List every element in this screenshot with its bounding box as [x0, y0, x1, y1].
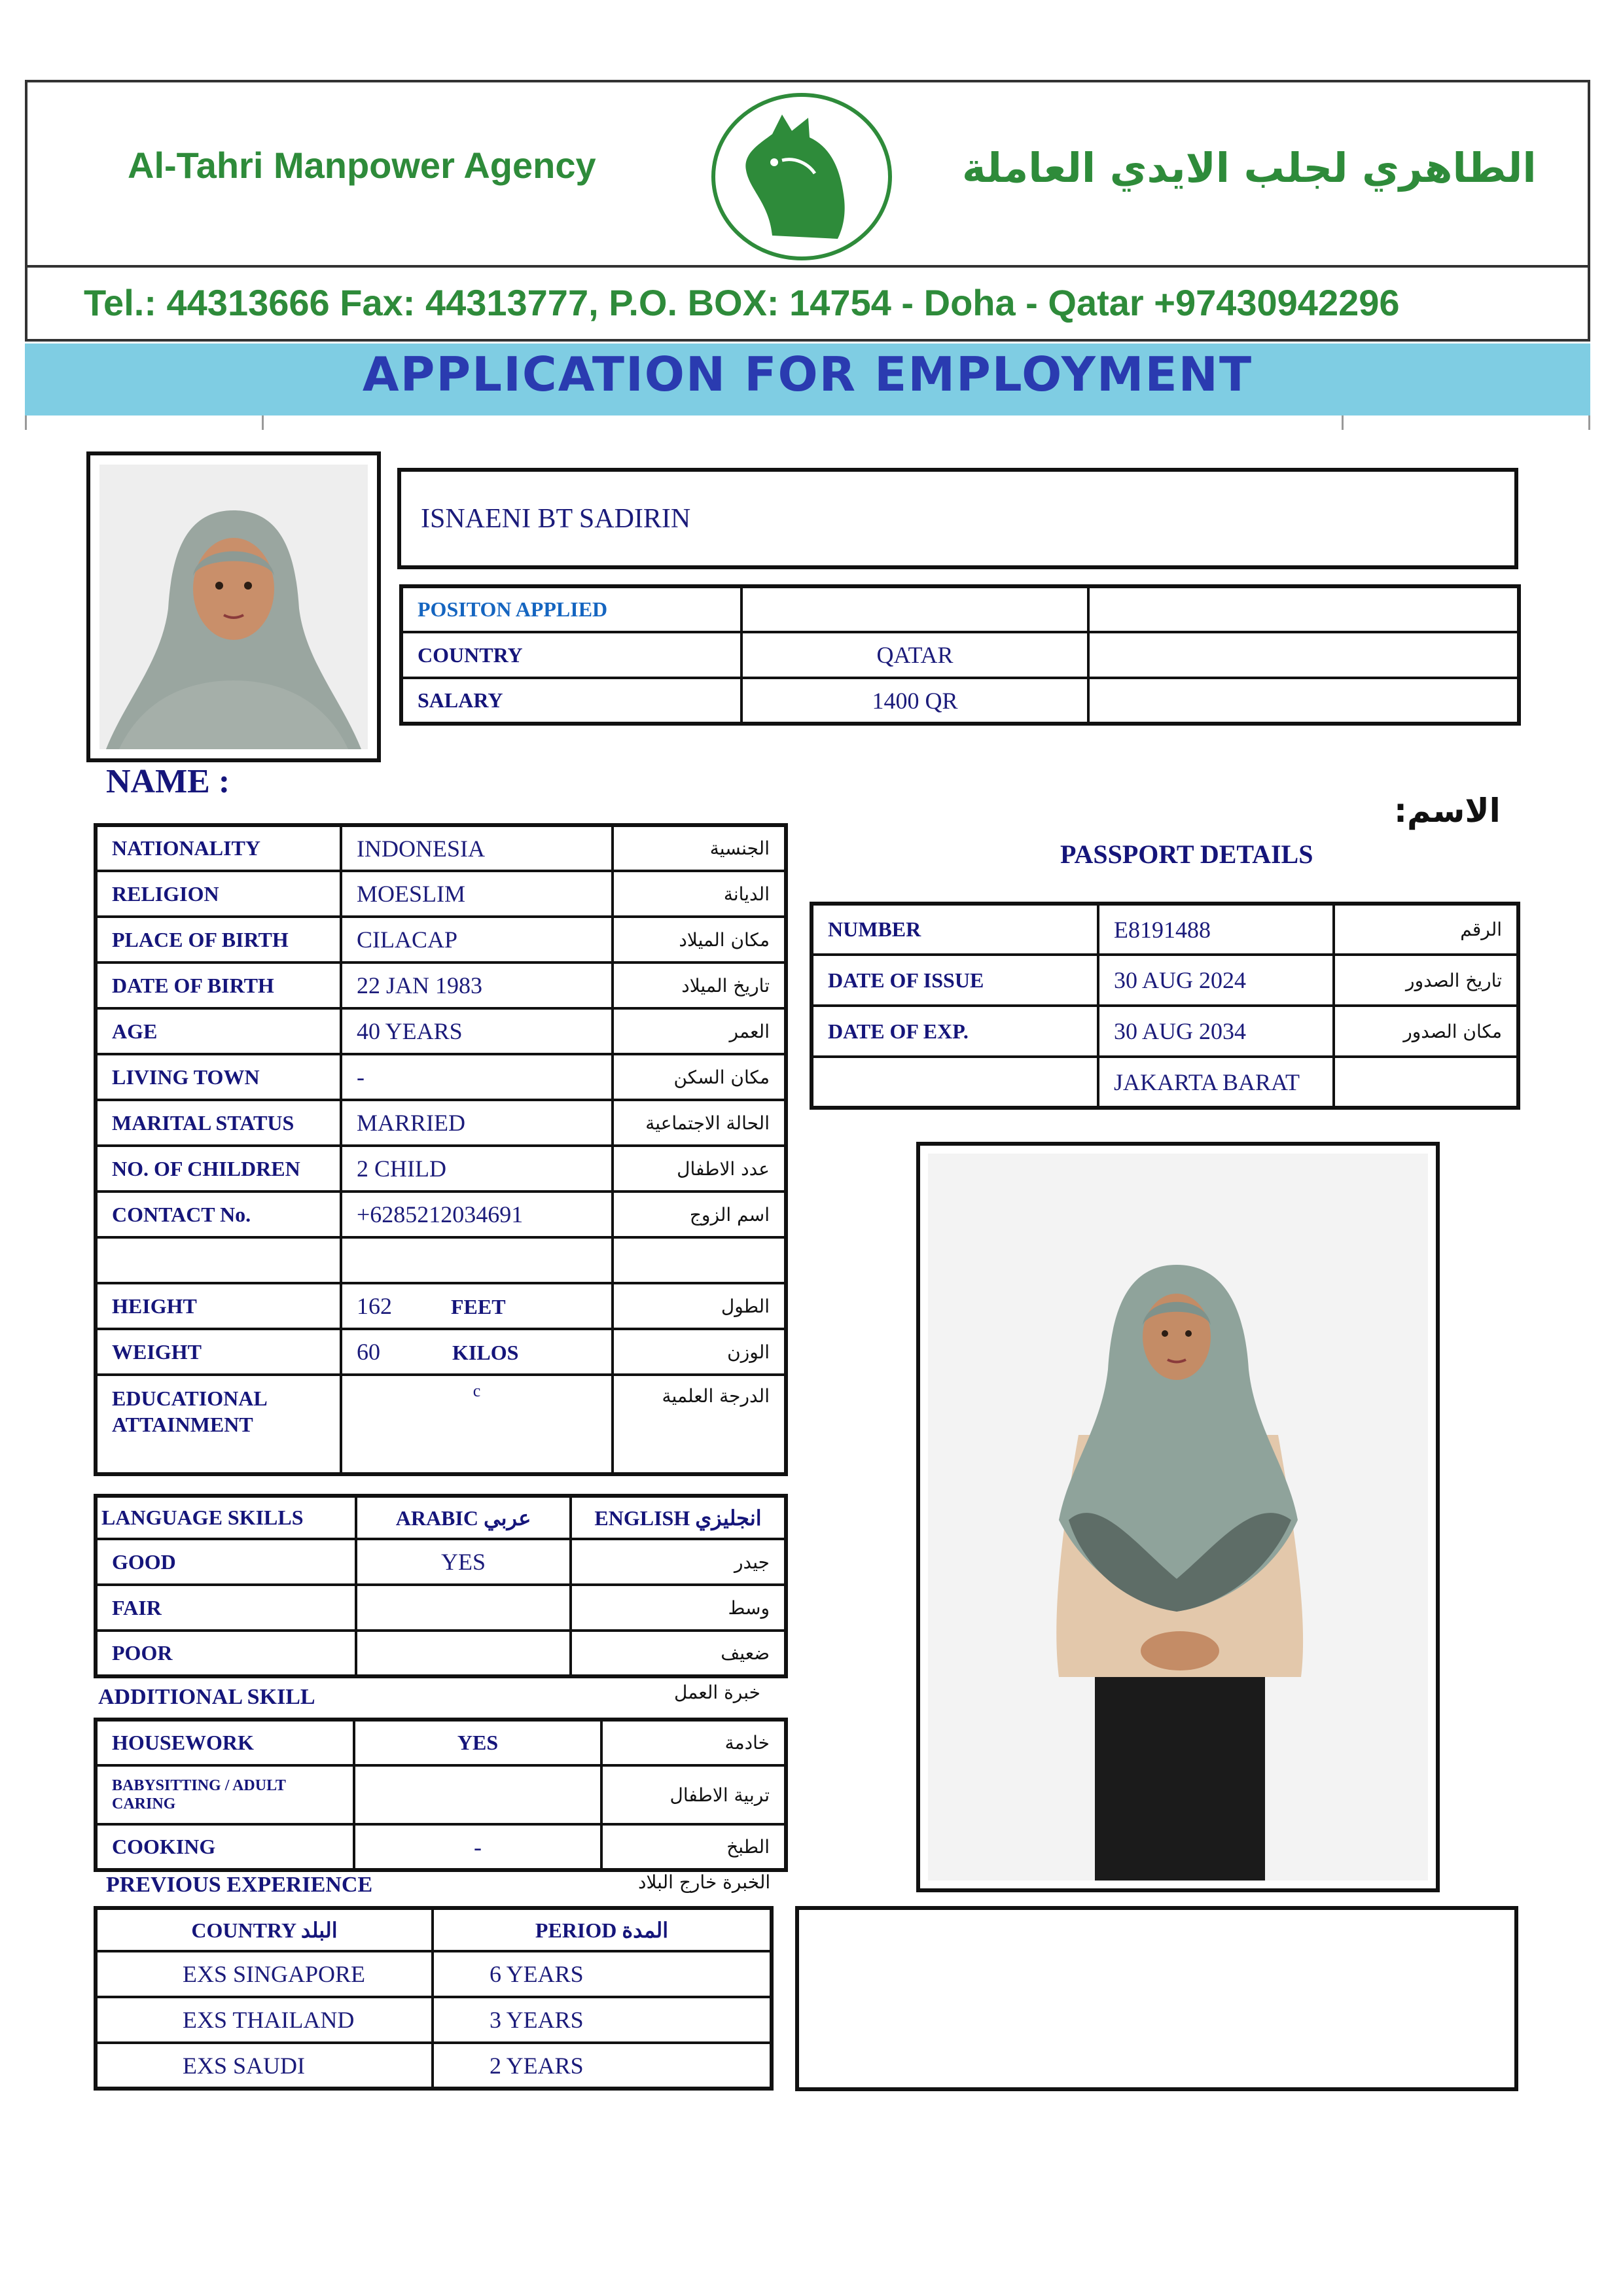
marital-status-value: MARRIED [341, 1100, 613, 1146]
table-row [812, 1057, 1518, 1108]
contact-value: +6285212034691 [341, 1192, 613, 1237]
fair-arabic-value [356, 1585, 571, 1631]
children-value: 2 CHILD [341, 1146, 613, 1192]
expiry-date-label-arabic: مكان الصدور [1334, 1006, 1518, 1057]
issue-place-value: JAKARTA BARAT [1098, 1057, 1334, 1108]
remarks-box [795, 1906, 1518, 2091]
full-name: ISNAENI BT SADIRIN [421, 504, 691, 534]
table-row [96, 1146, 786, 1192]
table-row [96, 1496, 786, 1539]
passport-number-label-arabic: الرقم [1334, 904, 1518, 955]
portrait-photo-frame [86, 451, 381, 762]
religion-value: MOESLIM [341, 871, 613, 917]
age-label-arabic: العمر [613, 1008, 786, 1054]
education-label-line1: EDUCATIONAL [112, 1386, 268, 1410]
poor-arabic-value [356, 1631, 571, 1676]
table-row [812, 904, 1518, 955]
additional-skill-table [94, 1718, 788, 1872]
date-of-birth-label: DATE OF BIRTH [96, 963, 341, 1008]
marital-status-label-arabic: الحالة الاجتماعية [613, 1100, 786, 1146]
table-row [96, 1997, 772, 2043]
additional-skill-title-arabic: خبرة العمل [674, 1682, 760, 1703]
age-label: AGE [96, 1008, 341, 1054]
good-english-value: جيدر [571, 1539, 786, 1585]
previous-experience-table [94, 1906, 774, 2091]
position-value [741, 586, 1088, 632]
person-full-body-icon [928, 1154, 1428, 1881]
weight-label: WEIGHT [96, 1329, 341, 1375]
babysitting-value [354, 1765, 601, 1824]
blank-value [341, 1237, 613, 1283]
table-row [96, 1192, 786, 1237]
religion-label: RELIGION [96, 871, 341, 917]
cooking-label: COOKING [96, 1824, 354, 1870]
additional-skill-title: ADDITIONAL SKILL [98, 1685, 315, 1709]
position-label: POSITON APPLIED [401, 586, 741, 632]
header-divider [25, 265, 1590, 268]
experience-period: 6 YEARS [433, 1951, 772, 1997]
babysitting-label-line1: BABYSITTING / ADULT [112, 1777, 286, 1794]
housework-label-arabic: خادمة [601, 1720, 786, 1765]
experience-country: EXS THAILAND [96, 1997, 433, 2043]
blank-label [96, 1237, 341, 1283]
header-strip-divider [1342, 415, 1344, 430]
table-row [96, 1283, 786, 1329]
experience-period-header: PERIOD المدة [433, 1908, 772, 1951]
babysitting-label-line2: CARING [112, 1795, 176, 1812]
experience-country: EXS SINGAPORE [96, 1951, 433, 1997]
salary-extra [1088, 678, 1519, 724]
table-row [96, 963, 786, 1008]
babysitting-label-arabic: تربية الاطفال [601, 1765, 786, 1824]
previous-experience-title: PREVIOUS EXPERIENCE [106, 1873, 373, 1897]
housework-value: YES [354, 1720, 601, 1765]
table-row [96, 917, 786, 963]
personal-details-table [94, 823, 788, 1476]
living-town-value: - [341, 1054, 613, 1100]
nationality-value: INDONESIA [341, 825, 613, 871]
religion-label-arabic: الديانة [613, 871, 786, 917]
contact-label-arabic: اسم الزوج [613, 1192, 786, 1237]
agency-name-english: Al-Tahri Manpower Agency [128, 145, 596, 186]
height-label: HEIGHT [96, 1283, 341, 1329]
place-of-birth-label: PLACE OF BIRTH [96, 917, 341, 963]
age-value: 40 YEARS [341, 1008, 613, 1054]
english-column-label: ENGLISH انجليزي [571, 1496, 786, 1539]
table-row [96, 1054, 786, 1100]
expiry-date-label: DATE OF EXP. [812, 1006, 1098, 1057]
passport-title: PASSPORT DETAILS [1060, 839, 1313, 869]
contact-label: CONTACT No. [96, 1192, 341, 1237]
education-value: c [341, 1375, 613, 1474]
country-label: COUNTRY [401, 632, 741, 678]
salary-value: 1400 QR [741, 678, 1088, 724]
header-strip-divider [262, 415, 264, 430]
living-town-label-arabic: مكان السكن [613, 1054, 786, 1100]
previous-experience-title-arabic: الخبرة خارج البلاد [638, 1871, 771, 1893]
language-skills-label: LANGUAGE SKILLS [96, 1496, 356, 1539]
good-label: GOOD [96, 1539, 356, 1585]
nationality-label: NATIONALITY [96, 825, 341, 871]
horse-head-logo-icon [710, 92, 893, 262]
table-row [401, 632, 1519, 678]
marital-status-label: MARITAL STATUS [96, 1100, 341, 1146]
date-of-birth-value: 22 JAN 1983 [341, 963, 613, 1008]
weight-label-arabic: الوزن [613, 1329, 786, 1375]
cooking-label-arabic: الطبخ [601, 1824, 786, 1870]
experience-period: 3 YEARS [433, 1997, 772, 2043]
date-of-birth-label-arabic: تاريخ الميلاد [613, 963, 786, 1008]
table-row [96, 1329, 786, 1375]
children-label: NO. OF CHILDREN [96, 1146, 341, 1192]
person-portrait-icon [99, 465, 368, 749]
issue-date-label-arabic: تاريخ الصدور [1334, 955, 1518, 1006]
height-label-arabic: الطول [613, 1283, 786, 1329]
header-strip [25, 415, 1590, 430]
arabic-column-label: ARABIC عربي [356, 1496, 571, 1539]
table-row [812, 955, 1518, 1006]
issue-place-label-arabic [1334, 1057, 1518, 1108]
name-label-arabic: الاسم: [1394, 792, 1501, 830]
salary-label: SALARY [401, 678, 741, 724]
table-row [96, 2043, 772, 2089]
issue-date-label: DATE OF ISSUE [812, 955, 1098, 1006]
table-row [96, 1008, 786, 1054]
table-row [96, 871, 786, 917]
table-row [96, 1631, 786, 1676]
expiry-date-value: 30 AUG 2034 [1098, 1006, 1334, 1057]
weight-unit: KILOS [452, 1341, 519, 1364]
blank-label-arabic [613, 1237, 786, 1283]
country-value: QATAR [741, 632, 1088, 678]
education-label-arabic: الدرجة العلمية [613, 1375, 786, 1474]
issue-date-value: 30 AUG 2024 [1098, 955, 1334, 1006]
experience-country-header: COUNTRY البلد [96, 1908, 433, 1951]
experience-country: EXS SAUDI [96, 2043, 433, 2089]
table-row [96, 1908, 772, 1951]
table-row [401, 678, 1519, 724]
table-row [96, 1824, 786, 1870]
table-row [96, 1375, 786, 1474]
contact-line: Tel.: 44313666 Fax: 44313777, P.O. BOX: 14754 - Doha - Qatar +97430942296 [84, 282, 1400, 323]
poor-label: POOR [96, 1631, 356, 1676]
experience-period: 2 YEARS [433, 2043, 772, 2089]
table-row [96, 825, 786, 871]
place-of-birth-value: CILACAP [341, 917, 613, 963]
good-arabic-value: YES [356, 1539, 571, 1585]
table-row [96, 1951, 772, 1997]
passport-number-value: E8191488 [1098, 904, 1334, 955]
table-row [96, 1237, 786, 1283]
living-town-label: LIVING TOWN [96, 1054, 341, 1100]
passport-table [810, 902, 1520, 1110]
table-row [96, 1539, 786, 1585]
full-body-photo-frame [916, 1142, 1440, 1892]
name-label: NAME : [106, 763, 230, 800]
fair-english-value: وسط [571, 1585, 786, 1631]
education-label-line2: ATTAINMENT [112, 1413, 253, 1436]
table-row [812, 1006, 1518, 1057]
country-extra [1088, 632, 1519, 678]
table-row [96, 1765, 786, 1824]
language-skills-table [94, 1494, 788, 1678]
place-of-birth-label-arabic: مكان الميلاد [613, 917, 786, 963]
housework-label: HOUSEWORK [96, 1720, 354, 1765]
table-row [96, 1720, 786, 1765]
table-row [401, 586, 1519, 632]
table-row [96, 1100, 786, 1146]
poor-english-value: ضعيف [571, 1631, 786, 1676]
children-label-arabic: عدد الاطفال [613, 1146, 786, 1192]
page-title: APPLICATION FOR EMPLOYMENT [362, 347, 1253, 402]
passport-number-label: NUMBER [812, 904, 1098, 955]
weight-value: 60 [357, 1339, 380, 1365]
fair-label: FAIR [96, 1585, 356, 1631]
position-table [399, 584, 1521, 726]
agency-name-arabic: الطاهري لجلب الايدي العاملة [962, 144, 1537, 192]
position-extra [1088, 586, 1519, 632]
cooking-value: - [354, 1824, 601, 1870]
nationality-label-arabic: الجنسية [613, 825, 786, 871]
issue-place-label [812, 1057, 1098, 1108]
height-unit: FEET [451, 1295, 506, 1318]
height-value: 162 [357, 1293, 392, 1319]
full-name-box [397, 468, 1518, 569]
table-row [96, 1585, 786, 1631]
